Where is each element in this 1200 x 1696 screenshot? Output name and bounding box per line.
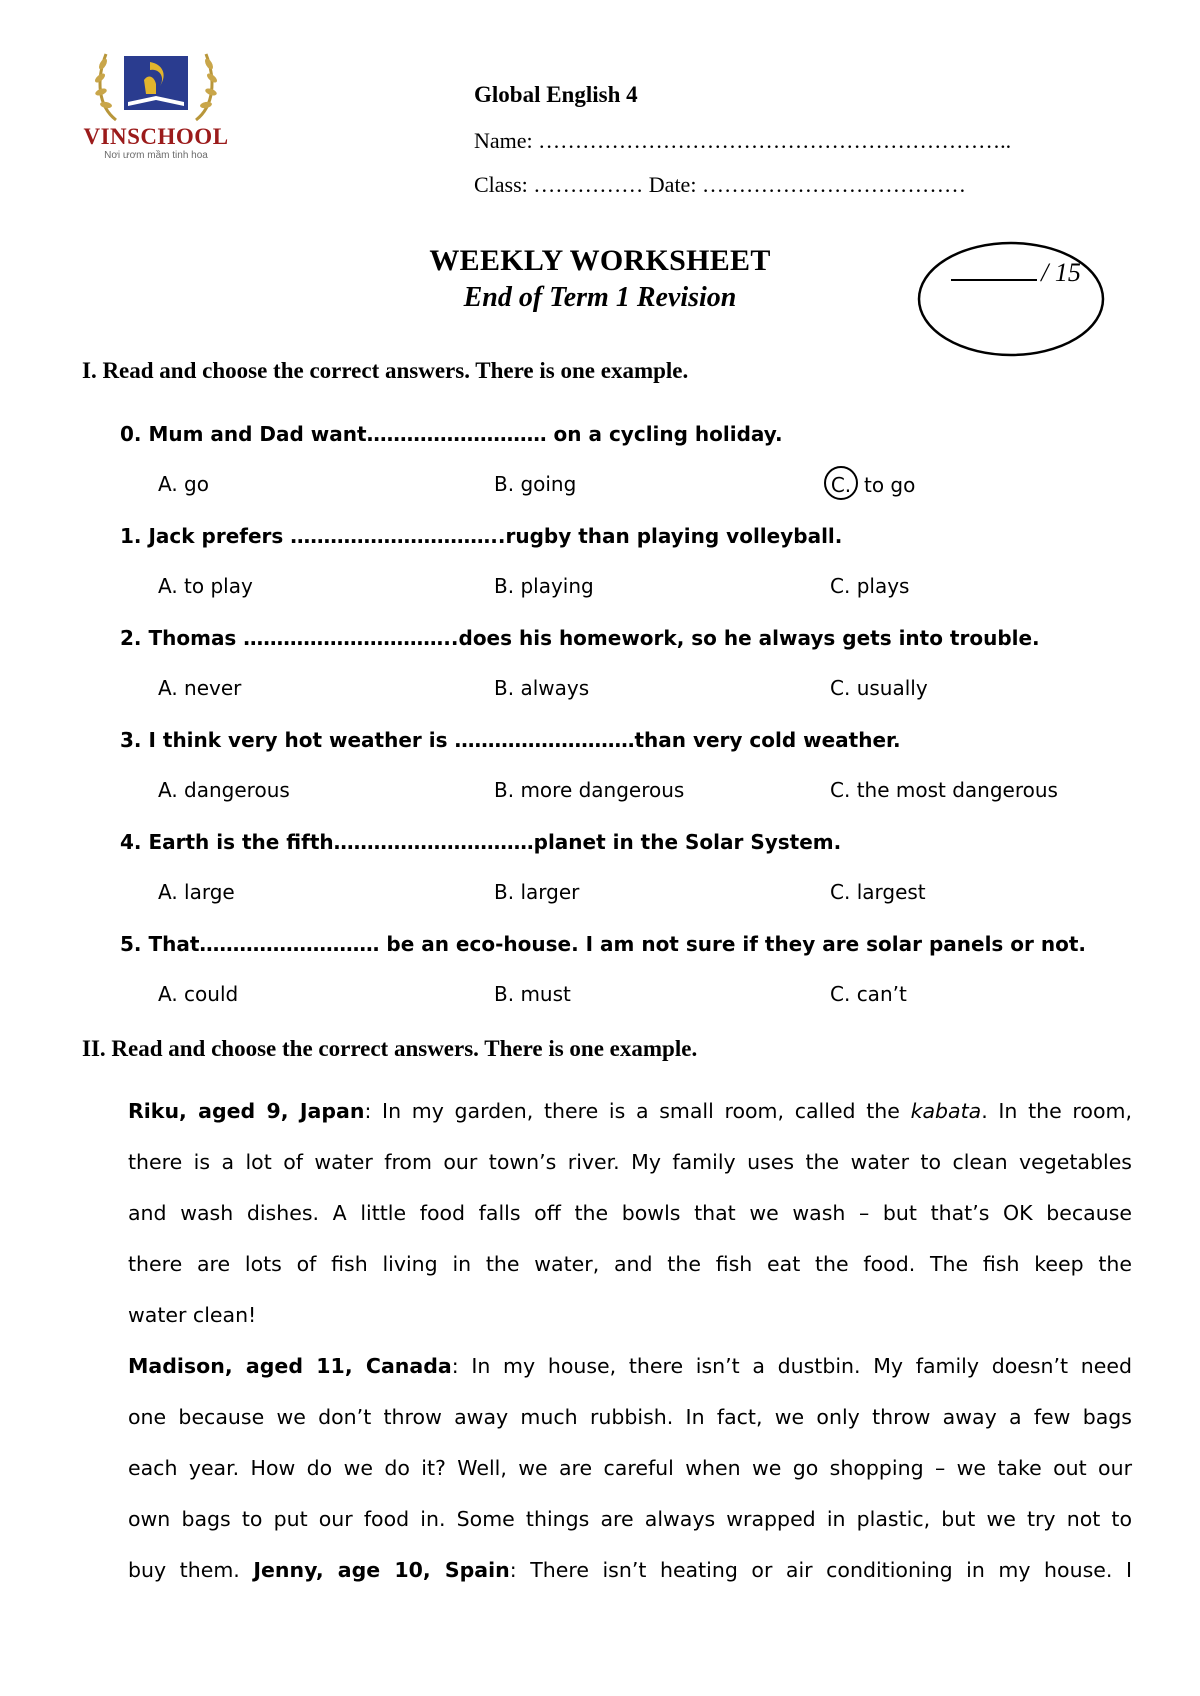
speaker-label-jenny: Jenny, age 10, Spain	[253, 1558, 510, 1582]
passage-line: Riku, aged 9, Japan: In my garden, there is a small room, called the kabata. In the room,	[128, 1099, 1132, 1123]
passage-line: buy them. Jenny, age 10, Spain: There isn’t heating or air conditioning in my house. I	[128, 1558, 1132, 1582]
score-field[interactable]	[936, 258, 1096, 288]
option-3c[interactable]: C. the most dangerous	[830, 778, 1058, 802]
option-4b[interactable]: B. larger	[494, 880, 580, 904]
option-0c-selected[interactable]: C. to go	[830, 466, 915, 500]
class-field[interactable]: ……………	[533, 172, 644, 197]
question-1: 1. Jack prefers …………………………..rugby than playing volleyball.	[120, 524, 843, 548]
worksheet-title: WEEKLY WORKSHEET	[429, 244, 771, 277]
class-date-line	[474, 172, 966, 198]
question-4: 4. Earth is the fifth…………………………planet in the Solar System.	[120, 830, 842, 854]
passage-line: there are lots of fish living in the water, and the fish eat the food. The fish keep the	[128, 1252, 1132, 1276]
option-3a[interactable]: A. dangerous	[158, 778, 290, 802]
option-2c[interactable]: C. usually	[830, 676, 928, 700]
question-2: 2. Thomas …………………………..does his homework, so he always gets into trouble.	[120, 626, 1040, 650]
option-4c[interactable]: C. largest	[830, 880, 926, 904]
section-1-heading: I. Read and choose the correct answers. There is one example.	[82, 358, 689, 383]
passage-line: Madison, aged 11, Canada: In my house, there isn’t a dustbin. My family doesn’t need	[128, 1354, 1133, 1378]
option-0a[interactable]: A. go	[158, 472, 209, 496]
passage-line: own bags to put our food in. Some things are always wrapped in plastic, but we try not to	[128, 1507, 1132, 1531]
course-name: Global English 4	[474, 82, 638, 107]
option-1b[interactable]: B. playing	[494, 574, 594, 598]
option-4a[interactable]: A. large	[158, 880, 235, 904]
passage-line: water clean!	[128, 1303, 257, 1327]
class-label: Class:	[474, 172, 528, 197]
logo-tagline: Nơi ươm mầm tinh hoa	[104, 150, 208, 161]
question-0: 0. Mum and Dad want……………………… on a cycling holiday.	[120, 422, 783, 446]
date-field[interactable]: ………………………………	[701, 172, 966, 197]
speaker-label-riku: Riku, aged 9, Japan	[128, 1099, 365, 1123]
logo-text: VINSCHOOL	[83, 124, 229, 149]
passage-line: there is a lot of water from our town’s river. My family uses the water to clean vegetables	[128, 1150, 1132, 1174]
option-1a[interactable]: A. to play	[158, 574, 253, 598]
score-total: / 15	[1041, 258, 1081, 287]
section-2-heading: II. Read and choose the correct answers. There is one example.	[82, 1036, 698, 1061]
passage-line: and wash dishes. A little food falls off the bowls that we wash – but that’s OK because	[128, 1201, 1132, 1225]
option-3b[interactable]: B. more dangerous	[494, 778, 685, 802]
option-5b[interactable]: B. must	[494, 982, 571, 1006]
option-0b[interactable]: B. going	[494, 472, 577, 496]
option-1c[interactable]: C. plays	[830, 574, 910, 598]
question-3: 3. I think very hot weather is ………………………than very cold weather.	[120, 728, 901, 752]
option-5c[interactable]: C. can’t	[830, 982, 907, 1006]
option-5a[interactable]: A. could	[158, 982, 239, 1006]
option-2a[interactable]: A. never	[158, 676, 242, 700]
date-label: Date:	[648, 172, 697, 197]
passage-line: each year. How do we do it? Well, we are careful when we go shopping – we take out our	[128, 1456, 1132, 1480]
speaker-label-madison: Madison, aged 11, Canada	[128, 1354, 452, 1378]
option-2b[interactable]: B. always	[494, 676, 590, 700]
question-5: 5. That……………………… be an eco-house. I am not sure if they are solar panels or not.	[120, 932, 1086, 956]
passage-line: one because we don’t throw away much rubbish. In fact, we only throw away a few bags	[128, 1405, 1132, 1429]
worksheet-subtitle: End of Term 1 Revision	[463, 282, 737, 313]
circled-answer-marker: C.	[824, 466, 858, 500]
name-field[interactable]: Name: ………………………………………………………..	[474, 128, 1012, 153]
